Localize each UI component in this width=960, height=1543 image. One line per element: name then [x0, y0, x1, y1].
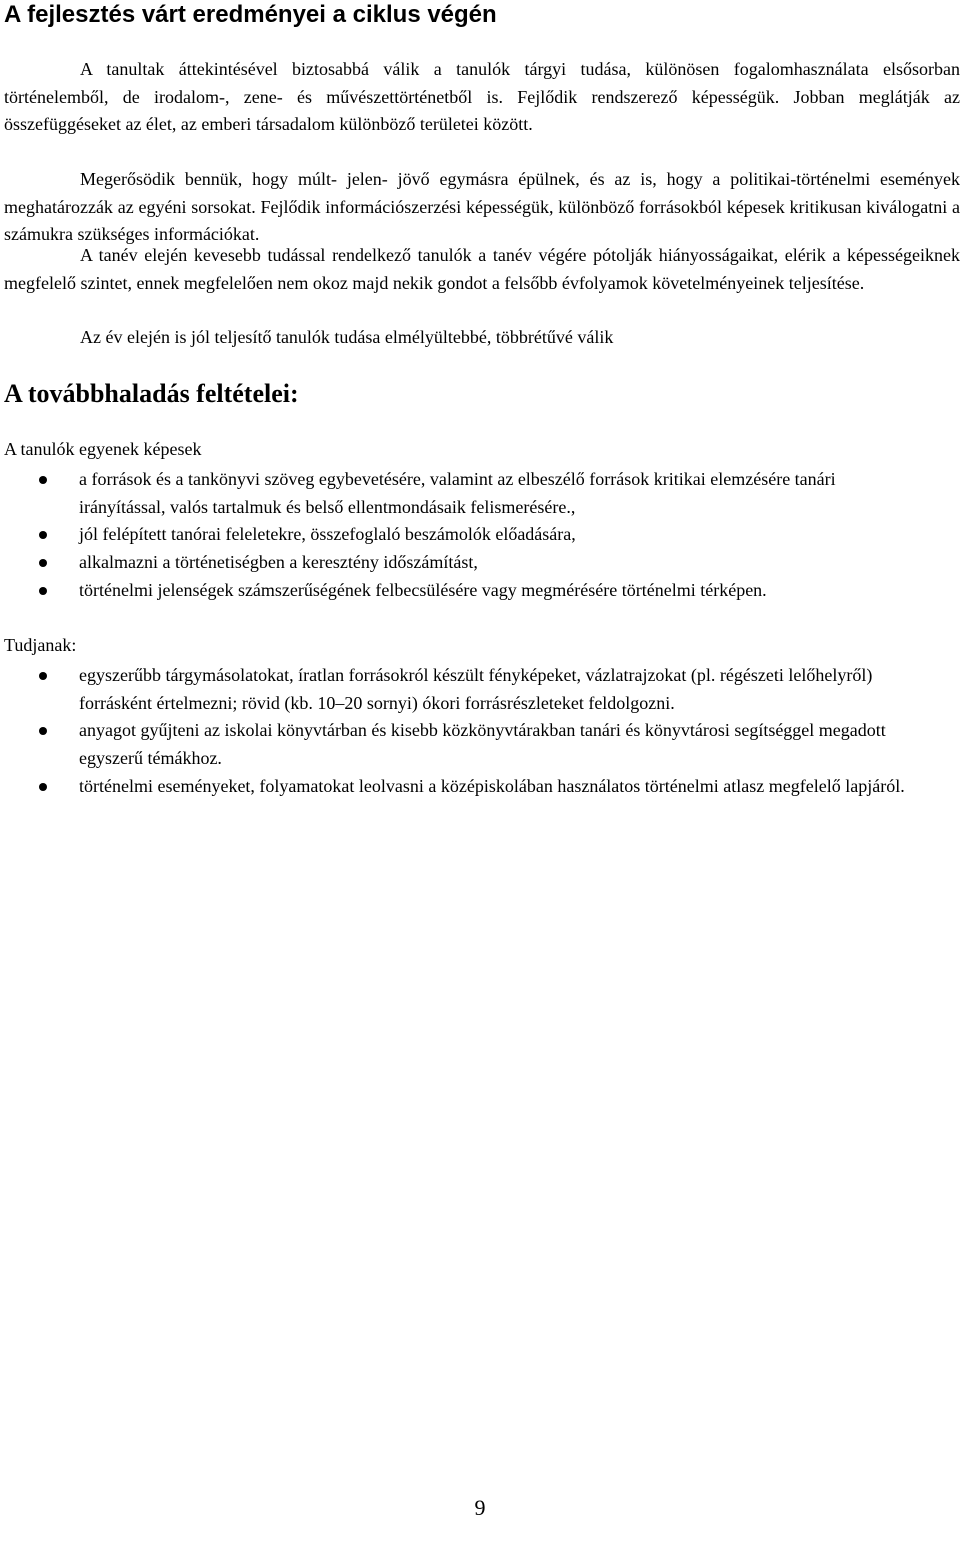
list-item: [0, 521, 910, 549]
bullet-icon: [39, 476, 47, 484]
list-item-text: jól felépített tanórai feleletekre, összefoglaló beszámolók előadására,: [79, 524, 576, 545]
paragraph-catching-up: A tanév elején kevesebb tudással rendelkező tanulók a tanév végére pótolják hiányosságaikat, elérik a képességeiknek megfelelő szintet, ennek megfelelően nem okoz majd nekik gondot a felsőbb évfolyamok követelményeinek teljesítése.: [4, 245, 960, 293]
bullet-icon: [39, 672, 47, 680]
ability-list: [0, 466, 910, 605]
list-item-text: a források és a tankönyvi szöveg egybevetésére, valamint az elbeszélő források kritikai elemzésére tanári irányítással, valós tartalmuk és belső ellentmondásaik felismerésére.,: [79, 469, 836, 517]
paragraph-past-present-future: Megerősödik bennük, hogy múlt- jelen- jövő egymásra épülnek, és az is, hogy a politikai-történelmi események meghatározzák az egyéni sorsokat. Fejlődik információszerzési képességük, különböző forrásokból képesek kritikusan kiválogatni a számukra szükséges információkat.: [4, 169, 960, 245]
intro-able: A tanulók egyenek képesek: [4, 439, 202, 459]
list-item-text: történelmi jelenségek számszerűségének felbecsülésére vagy megmérésére történelmi térképen.: [79, 579, 767, 600]
list-item: [0, 717, 910, 772]
bullet-icon: [39, 783, 47, 791]
page-number: 9: [474, 1495, 486, 1520]
bullet-icon: [39, 727, 47, 735]
intro-know: Tudjanak:: [4, 635, 77, 655]
list-item: [0, 577, 910, 605]
list-item: [0, 466, 910, 521]
list-item-text: egyszerűbb tárgymásolatokat, íratlan forrásokról készült fényképeket, vázlatrajzokat (pl. régészeti lelőhelyről) forrásként értelmezni; rövid (kb. 10–20 sornyi) ókori forrásrészleteket feldolgozni.: [79, 665, 873, 713]
bullet-icon: [39, 559, 47, 567]
list-item-text: anyagot gyűjteni az iskolai könyvtárban és kisebb közkönyvtárakban tanári és könyvtárosi segítséggel megadott egyszerű témákhoz.: [79, 720, 886, 769]
paragraph-deepening: Az év elején is jól teljesítő tanulók tudása elmélyültebbé, többrétűvé válik: [80, 327, 614, 347]
main-heading: A fejlesztés várt eredményei a ciklus végén: [4, 1, 497, 28]
paragraph-knowledge: A tanultak áttekintésével biztosabbá válik a tanulók tárgyi tudása, különösen fogalomhasználata elsősorban történelemből, de irodalom-, zene- és művészettörténetből is. Fejlődik rendszerező képességük. Jobban meglátják az összefüggéseket az élet, az emberi társadalom különböző területei között.: [4, 59, 960, 135]
bullet-icon: [39, 587, 47, 595]
list-item: [0, 662, 910, 717]
list-item-text: történelmi eseményeket, folyamatokat leolvasni a középiskolában használatos történelmi atlasz megfelelő lapjáról.: [79, 775, 905, 796]
bullet-icon: [39, 531, 47, 539]
list-item: [0, 549, 910, 577]
knowledge-list: [0, 662, 910, 801]
list-item-text: alkalmazni a történetiségben a keresztény időszámítást,: [79, 552, 478, 573]
section-heading: A továbbhaladás feltételei:: [4, 379, 299, 408]
list-item: [0, 773, 910, 801]
